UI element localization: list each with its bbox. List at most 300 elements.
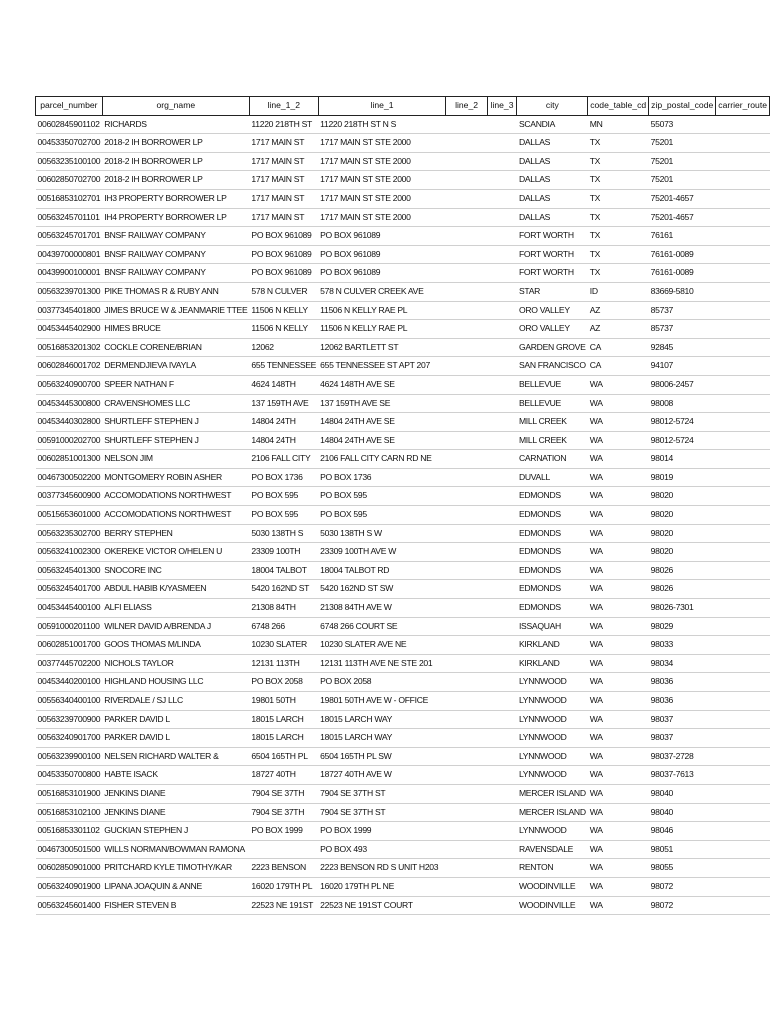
cell-line-1-2: 12062: [249, 338, 318, 357]
cell-parcel-number: 00563245701701: [36, 227, 103, 246]
cell-parcel-number: 00453350702700: [36, 134, 103, 153]
cell-line-1: 1717 MAIN ST STE 2000: [318, 152, 446, 171]
cell-line-3: [487, 171, 517, 190]
cell-line-3: [487, 524, 517, 543]
cell-line-1: 10230 SLATER AVE NE: [318, 636, 446, 655]
cell-zip-postal-code: 98072: [649, 896, 716, 915]
cell-org-name: PARKER DAVID L: [102, 710, 249, 729]
cell-line-1-2: PO BOX 961089: [249, 227, 318, 246]
cell-parcel-number: 00377445702200: [36, 654, 103, 673]
table-row: [36, 338, 770, 357]
cell-org-name: ACCOMODATIONS NORTHWEST: [102, 506, 249, 525]
cell-zip-postal-code: 98008: [649, 394, 716, 413]
table-row: [36, 245, 770, 264]
cell-carrier-route: [716, 413, 770, 432]
cell-line-2: [446, 506, 487, 525]
cell-line-1-2: 2106 FALL CITY: [249, 450, 318, 469]
cell-zip-postal-code: 98020: [649, 524, 716, 543]
cell-city: EDMONDS: [517, 506, 588, 525]
cell-city: KIRKLAND: [517, 636, 588, 655]
cell-zip-postal-code: 55073: [649, 115, 716, 134]
cell-line-1-2: 12131 113TH: [249, 654, 318, 673]
cell-code-table-cd: WA: [588, 561, 649, 580]
cell-org-name: BNSF RAILWAY COMPANY: [102, 245, 249, 264]
cell-code-table-cd: WA: [588, 580, 649, 599]
cell-line-1-2: 655 TENNESSEE: [249, 357, 318, 376]
cell-carrier-route: [716, 487, 770, 506]
cell-org-name: NELSON JIM: [102, 450, 249, 469]
cell-parcel-number: 00453445400100: [36, 599, 103, 618]
cell-org-name: WILLS NORMAN/BOWMAN RAMONA: [102, 840, 249, 859]
cell-line-1: 1717 MAIN ST STE 2000: [318, 189, 446, 208]
cell-zip-postal-code: 98014: [649, 450, 716, 469]
cell-code-table-cd: CA: [588, 338, 649, 357]
cell-carrier-route: [716, 747, 770, 766]
cell-line-1-2: 5030 138TH S: [249, 524, 318, 543]
cell-parcel-number: 00556340400100: [36, 692, 103, 711]
table-row: [36, 450, 770, 469]
cell-code-table-cd: WA: [588, 617, 649, 636]
cell-city: EDMONDS: [517, 487, 588, 506]
cell-line-1: 23309 100TH AVE W: [318, 543, 446, 562]
table-row: [36, 877, 770, 896]
cell-parcel-number: 00439700000801: [36, 245, 103, 264]
cell-line-3: [487, 561, 517, 580]
cell-parcel-number: 00563235302700: [36, 524, 103, 543]
table-row: [36, 859, 770, 878]
cell-line-2: [446, 766, 487, 785]
cell-zip-postal-code: 98020: [649, 487, 716, 506]
cell-line-3: [487, 636, 517, 655]
cell-code-table-cd: TX: [588, 264, 649, 283]
cell-line-1: PO BOX 1999: [318, 822, 446, 841]
cell-line-1-2: 1717 MAIN ST: [249, 208, 318, 227]
cell-line-1: PO BOX 961089: [318, 227, 446, 246]
table-row: [36, 487, 770, 506]
cell-zip-postal-code: 98046: [649, 822, 716, 841]
cell-parcel-number: 00591000202700: [36, 431, 103, 450]
cell-carrier-route: [716, 394, 770, 413]
cell-city: SAN FRANCISCO: [517, 357, 588, 376]
cell-zip-postal-code: 75201: [649, 152, 716, 171]
cell-line-3: [487, 208, 517, 227]
cell-line-2: [446, 152, 487, 171]
cell-line-2: [446, 282, 487, 301]
cell-city: EDMONDS: [517, 543, 588, 562]
cell-line-1: 1717 MAIN ST STE 2000: [318, 134, 446, 153]
cell-zip-postal-code: 98040: [649, 784, 716, 803]
table-row: [36, 766, 770, 785]
cell-line-1: PO BOX 961089: [318, 245, 446, 264]
cell-city: DALLAS: [517, 134, 588, 153]
table-row: [36, 580, 770, 599]
table-row: [36, 468, 770, 487]
cell-carrier-route: [716, 431, 770, 450]
cell-org-name: BNSF RAILWAY COMPANY: [102, 227, 249, 246]
cell-code-table-cd: WA: [588, 524, 649, 543]
table-row: [36, 208, 770, 227]
cell-carrier-route: [716, 357, 770, 376]
table-row: [36, 654, 770, 673]
cell-line-1-2: 1717 MAIN ST: [249, 189, 318, 208]
cell-line-2: [446, 134, 487, 153]
cell-code-table-cd: TX: [588, 171, 649, 190]
cell-line-1-2: 18015 LARCH: [249, 710, 318, 729]
cell-line-1-2: 1717 MAIN ST: [249, 134, 318, 153]
cell-carrier-route: [716, 877, 770, 896]
cell-parcel-number: 00563240900700: [36, 375, 103, 394]
cell-line-1-2: 11506 N KELLY: [249, 320, 318, 339]
cell-code-table-cd: WA: [588, 822, 649, 841]
cell-parcel-number: 00563240901900: [36, 877, 103, 896]
cell-parcel-number: 00467300501500: [36, 840, 103, 859]
cell-line-1: 21308 84TH AVE W: [318, 599, 446, 618]
cell-parcel-number: 00453445300800: [36, 394, 103, 413]
cell-city: FORT WORTH: [517, 245, 588, 264]
cell-parcel-number: 00602851001300: [36, 450, 103, 469]
cell-carrier-route: [716, 561, 770, 580]
cell-parcel-number: 00563240901700: [36, 729, 103, 748]
cell-parcel-number: 00467300502200: [36, 468, 103, 487]
cell-city: ISSAQUAH: [517, 617, 588, 636]
cell-carrier-route: [716, 822, 770, 841]
cell-line-2: [446, 561, 487, 580]
cell-line-1: 2106 FALL CITY CARN RD NE: [318, 450, 446, 469]
cell-line-3: [487, 152, 517, 171]
cell-line-3: [487, 375, 517, 394]
cell-line-1-2: 11220 218TH ST: [249, 115, 318, 134]
cell-line-1: 14804 24TH AVE SE: [318, 413, 446, 432]
cell-line-1-2: PO BOX 595: [249, 506, 318, 525]
cell-code-table-cd: WA: [588, 450, 649, 469]
spreadsheet: [35, 96, 770, 915]
cell-line-3: [487, 506, 517, 525]
cell-zip-postal-code: 98026: [649, 561, 716, 580]
cell-zip-postal-code: 98036: [649, 673, 716, 692]
cell-zip-postal-code: 76161-0089: [649, 264, 716, 283]
cell-city: MERCER ISLAND: [517, 803, 588, 822]
cell-parcel-number: 00516853102100: [36, 803, 103, 822]
cell-carrier-route: [716, 115, 770, 134]
column-header-line-3: line_3: [487, 97, 517, 116]
cell-line-1: 7904 SE 37TH ST: [318, 784, 446, 803]
cell-line-2: [446, 524, 487, 543]
cell-line-1: 6748 266 COURT SE: [318, 617, 446, 636]
cell-line-2: [446, 115, 487, 134]
cell-carrier-route: [716, 766, 770, 785]
cell-line-1: PO BOX 1736: [318, 468, 446, 487]
cell-line-3: [487, 617, 517, 636]
cell-parcel-number: 00563239700900: [36, 710, 103, 729]
table-row: [36, 357, 770, 376]
cell-carrier-route: [716, 729, 770, 748]
cell-parcel-number: 00453440200100: [36, 673, 103, 692]
cell-line-3: [487, 413, 517, 432]
cell-line-1-2: 578 N CULVER: [249, 282, 318, 301]
cell-city: WOODINVILLE: [517, 877, 588, 896]
cell-parcel-number: 00563241002300: [36, 543, 103, 562]
cell-code-table-cd: WA: [588, 636, 649, 655]
cell-city: RAVENSDALE: [517, 840, 588, 859]
cell-line-2: [446, 896, 487, 915]
table-row: [36, 636, 770, 655]
cell-carrier-route: [716, 450, 770, 469]
cell-line-1-2: 14804 24TH: [249, 413, 318, 432]
cell-org-name: PARKER DAVID L: [102, 729, 249, 748]
table-row: [36, 822, 770, 841]
cell-city: LYNNWOOD: [517, 766, 588, 785]
cell-line-2: [446, 543, 487, 562]
table-row: [36, 134, 770, 153]
cell-code-table-cd: AZ: [588, 301, 649, 320]
cell-parcel-number: 00516853301102: [36, 822, 103, 841]
cell-org-name: ACCOMODATIONS NORTHWEST: [102, 487, 249, 506]
cell-zip-postal-code: 98006-2457: [649, 375, 716, 394]
table-row: [36, 729, 770, 748]
cell-line-3: [487, 654, 517, 673]
cell-carrier-route: [716, 134, 770, 153]
cell-line-3: [487, 784, 517, 803]
cell-zip-postal-code: 98037-2728: [649, 747, 716, 766]
table-row: [36, 543, 770, 562]
cell-line-3: [487, 301, 517, 320]
cell-org-name: PRITCHARD KYLE TIMOTHY/KAR: [102, 859, 249, 878]
cell-line-1-2: PO BOX 595: [249, 487, 318, 506]
column-header-org-name: org_name: [102, 97, 249, 116]
cell-parcel-number: 00516853102701: [36, 189, 103, 208]
cell-line-1: 12062 BARTLETT ST: [318, 338, 446, 357]
cell-line-2: [446, 617, 487, 636]
table-row: [36, 673, 770, 692]
table-row: [36, 840, 770, 859]
cell-code-table-cd: WA: [588, 803, 649, 822]
cell-carrier-route: [716, 840, 770, 859]
cell-org-name: CRAVENSHOMES LLC: [102, 394, 249, 413]
table-row: [36, 171, 770, 190]
cell-line-1: 2223 BENSON RD S UNIT H203: [318, 859, 446, 878]
cell-line-2: [446, 394, 487, 413]
cell-line-3: [487, 394, 517, 413]
cell-line-1-2: 16020 179TH PL: [249, 877, 318, 896]
cell-code-table-cd: MN: [588, 115, 649, 134]
cell-line-3: [487, 282, 517, 301]
cell-code-table-cd: WA: [588, 673, 649, 692]
cell-code-table-cd: AZ: [588, 320, 649, 339]
cell-city: BELLEVUE: [517, 375, 588, 394]
cell-line-2: [446, 877, 487, 896]
cell-code-table-cd: WA: [588, 543, 649, 562]
cell-line-3: [487, 673, 517, 692]
cell-parcel-number: 00453445402900: [36, 320, 103, 339]
cell-line-1: 6504 165TH PL SW: [318, 747, 446, 766]
cell-zip-postal-code: 75201: [649, 171, 716, 190]
cell-city: ORO VALLEY: [517, 301, 588, 320]
cell-org-name: MONTGOMERY ROBIN ASHER: [102, 468, 249, 487]
cell-org-name: DERMENDJIEVA IVAYLA: [102, 357, 249, 376]
cell-org-name: SPEER NATHAN F: [102, 375, 249, 394]
cell-line-1-2: 1717 MAIN ST: [249, 171, 318, 190]
cell-zip-postal-code: 83669-5810: [649, 282, 716, 301]
cell-org-name: FISHER STEVEN B: [102, 896, 249, 915]
cell-org-name: JENKINS DIANE: [102, 803, 249, 822]
cell-code-table-cd: WA: [588, 859, 649, 878]
table-row: [36, 561, 770, 580]
cell-carrier-route: [716, 543, 770, 562]
cell-line-3: [487, 227, 517, 246]
cell-line-1: PO BOX 493: [318, 840, 446, 859]
cell-org-name: GUCKIAN STEPHEN J: [102, 822, 249, 841]
cell-line-1: 11220 218TH ST N S: [318, 115, 446, 134]
column-header-city: city: [517, 97, 588, 116]
table-row: [36, 413, 770, 432]
cell-city: MILL CREEK: [517, 413, 588, 432]
cell-parcel-number: 00602851001700: [36, 636, 103, 655]
cell-parcel-number: 00563245401700: [36, 580, 103, 599]
cell-line-3: [487, 692, 517, 711]
cell-zip-postal-code: 75201: [649, 134, 716, 153]
table-row: [36, 692, 770, 711]
cell-zip-postal-code: 98033: [649, 636, 716, 655]
cell-city: RENTON: [517, 859, 588, 878]
cell-line-2: [446, 803, 487, 822]
cell-line-1: PO BOX 595: [318, 506, 446, 525]
cell-parcel-number: 00515653601000: [36, 506, 103, 525]
cell-line-1-2: 7904 SE 37TH: [249, 803, 318, 822]
cell-line-3: [487, 134, 517, 153]
cell-parcel-number: 00516853201302: [36, 338, 103, 357]
column-header-carrier-route: carrier_route: [716, 97, 770, 116]
cell-line-1-2: 21308 84TH: [249, 599, 318, 618]
cell-line-3: [487, 487, 517, 506]
cell-line-1: 19801 50TH AVE W - OFFICE: [318, 692, 446, 711]
table-row: [36, 896, 770, 915]
cell-line-3: [487, 599, 517, 618]
cell-line-1: PO BOX 961089: [318, 264, 446, 283]
cell-carrier-route: [716, 171, 770, 190]
cell-zip-postal-code: 98055: [649, 859, 716, 878]
cell-line-2: [446, 320, 487, 339]
cell-city: KIRKLAND: [517, 654, 588, 673]
cell-line-1: 18015 LARCH WAY: [318, 710, 446, 729]
cell-code-table-cd: WA: [588, 840, 649, 859]
cell-carrier-route: [716, 654, 770, 673]
cell-line-3: [487, 803, 517, 822]
cell-city: STAR: [517, 282, 588, 301]
column-header-line-2: line_2: [446, 97, 487, 116]
cell-line-2: [446, 301, 487, 320]
cell-carrier-route: [716, 710, 770, 729]
cell-line-3: [487, 115, 517, 134]
cell-city: LYNNWOOD: [517, 710, 588, 729]
cell-line-1-2: 10230 SLATER: [249, 636, 318, 655]
cell-org-name: LIPANA JOAQUIN & ANNE: [102, 877, 249, 896]
cell-line-3: [487, 710, 517, 729]
cell-line-1: 655 TENNESSEE ST APT 207: [318, 357, 446, 376]
cell-line-1: 18727 40TH AVE W: [318, 766, 446, 785]
cell-line-1-2: [249, 840, 318, 859]
cell-zip-postal-code: 98019: [649, 468, 716, 487]
cell-code-table-cd: WA: [588, 896, 649, 915]
cell-line-1-2: 6748 266: [249, 617, 318, 636]
cell-line-2: [446, 747, 487, 766]
cell-city: CARNATION: [517, 450, 588, 469]
cell-line-1: 7904 SE 37TH ST: [318, 803, 446, 822]
cell-line-1-2: PO BOX 1736: [249, 468, 318, 487]
cell-code-table-cd: ID: [588, 282, 649, 301]
cell-city: BELLEVUE: [517, 394, 588, 413]
cell-zip-postal-code: 98026: [649, 580, 716, 599]
cell-line-1-2: 18727 40TH: [249, 766, 318, 785]
cell-line-1: 578 N CULVER CREEK AVE: [318, 282, 446, 301]
cell-line-1-2: 23309 100TH: [249, 543, 318, 562]
cell-line-2: [446, 840, 487, 859]
table-row: [36, 710, 770, 729]
cell-city: EDMONDS: [517, 524, 588, 543]
table-row: [36, 431, 770, 450]
cell-carrier-route: [716, 208, 770, 227]
cell-parcel-number: 00602850901000: [36, 859, 103, 878]
table-row: [36, 264, 770, 283]
cell-line-1: 5420 162ND ST SW: [318, 580, 446, 599]
cell-code-table-cd: WA: [588, 394, 649, 413]
cell-zip-postal-code: 98012-5724: [649, 431, 716, 450]
cell-line-3: [487, 450, 517, 469]
table-row: [36, 394, 770, 413]
cell-org-name: NICHOLS TAYLOR: [102, 654, 249, 673]
cell-carrier-route: [716, 301, 770, 320]
cell-org-name: ABDUL HABIB K/YASMEEN: [102, 580, 249, 599]
cell-city: DALLAS: [517, 208, 588, 227]
cell-code-table-cd: WA: [588, 784, 649, 803]
cell-line-1-2: 22523 NE 191ST: [249, 896, 318, 915]
cell-line-2: [446, 375, 487, 394]
cell-org-name: HIGHLAND HOUSING LLC: [102, 673, 249, 692]
cell-parcel-number: 00563235100100: [36, 152, 103, 171]
cell-line-1-2: 2223 BENSON: [249, 859, 318, 878]
cell-code-table-cd: WA: [588, 747, 649, 766]
cell-code-table-cd: WA: [588, 413, 649, 432]
cell-line-1-2: PO BOX 961089: [249, 245, 318, 264]
cell-line-2: [446, 487, 487, 506]
cell-zip-postal-code: 98036: [649, 692, 716, 711]
cell-line-2: [446, 468, 487, 487]
cell-line-2: [446, 692, 487, 711]
cell-city: DUVALL: [517, 468, 588, 487]
cell-carrier-route: [716, 506, 770, 525]
cell-city: EDMONDS: [517, 580, 588, 599]
cell-org-name: PIKE THOMAS R & RUBY ANN: [102, 282, 249, 301]
cell-line-1: 18015 LARCH WAY: [318, 729, 446, 748]
cell-parcel-number: 00602846001702: [36, 357, 103, 376]
cell-code-table-cd: WA: [588, 599, 649, 618]
table-row: [36, 803, 770, 822]
cell-carrier-route: [716, 599, 770, 618]
cell-carrier-route: [716, 636, 770, 655]
table-row: [36, 320, 770, 339]
cell-carrier-route: [716, 282, 770, 301]
cell-org-name: IH4 PROPERTY BORROWER LP: [102, 208, 249, 227]
cell-parcel-number: 00591000201100: [36, 617, 103, 636]
cell-line-3: [487, 320, 517, 339]
cell-code-table-cd: WA: [588, 431, 649, 450]
cell-code-table-cd: WA: [588, 877, 649, 896]
cell-code-table-cd: TX: [588, 134, 649, 153]
cell-carrier-route: [716, 468, 770, 487]
cell-zip-postal-code: 76161-0089: [649, 245, 716, 264]
cell-line-3: [487, 468, 517, 487]
cell-line-2: [446, 189, 487, 208]
cell-org-name: IH3 PROPERTY BORROWER LP: [102, 189, 249, 208]
